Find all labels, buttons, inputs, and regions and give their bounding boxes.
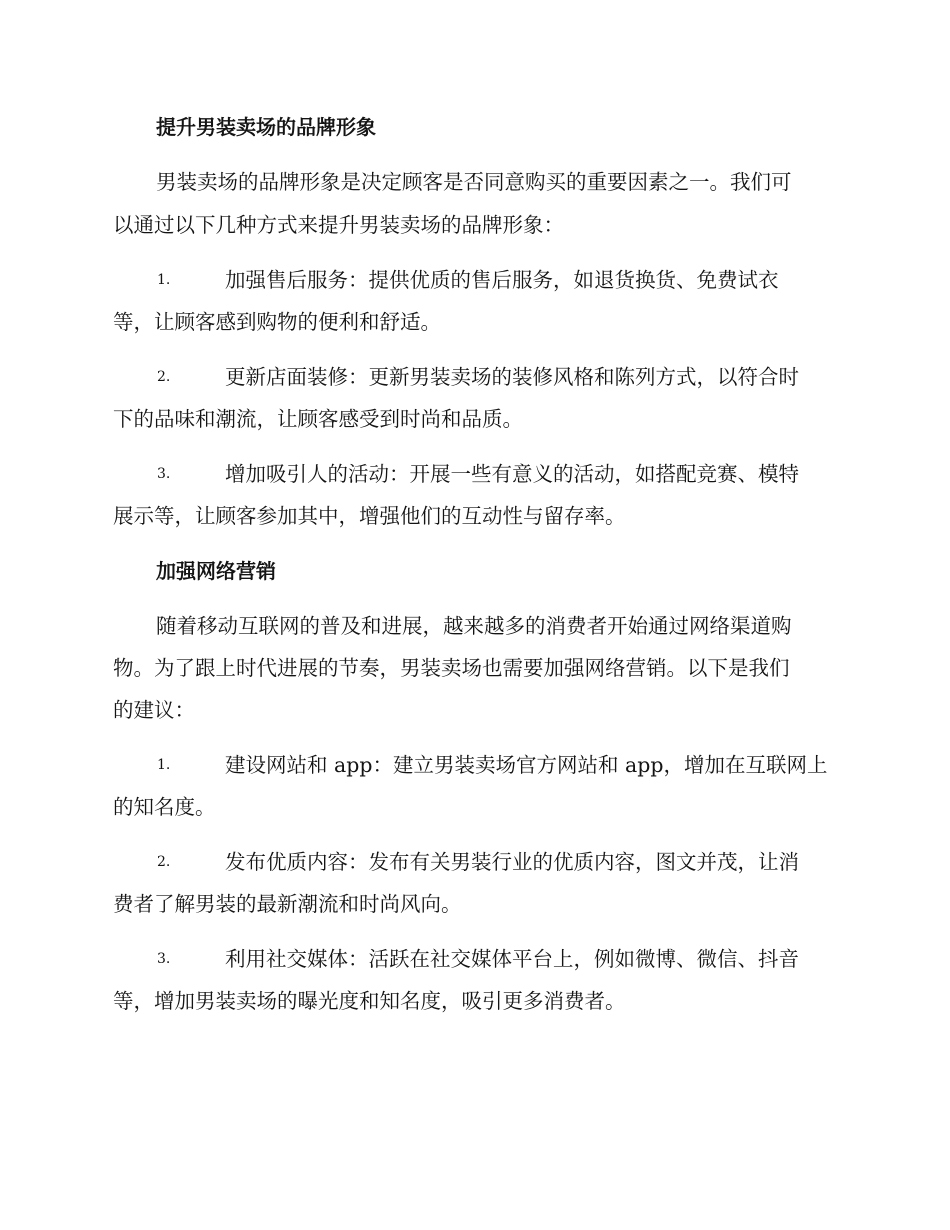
list-item-number: 1. <box>157 272 171 288</box>
paragraph-line: 以通过以下几种方式来提升男装卖场的品牌形象： <box>113 213 564 237</box>
list-item-text: 建设网站和 app：建立男装卖场官方网站和 app，增加在互联网上 <box>225 753 828 777</box>
list-item-continuation: 费者了解男装的最新潮流和时尚风向。 <box>113 892 462 916</box>
list-item-number: 2. <box>157 854 171 870</box>
list-item-continuation: 的知名度。 <box>113 795 216 819</box>
section-heading-online-marketing: 加强网络营销 <box>156 559 276 583</box>
list-item-number: 1. <box>157 757 171 773</box>
list-item-text: 增加吸引人的活动：开展一些有意义的活动，如搭配竞赛、模特 <box>225 462 799 486</box>
list-item-text: 加强售后服务：提供优质的售后服务，如退货换货、免费试衣 <box>225 268 779 292</box>
list-item-continuation: 等，增加男装卖场的曝光度和知名度，吸引更多消费者。 <box>113 989 626 1013</box>
list-item-continuation: 展示等，让顾客参加其中，增强他们的互动性与留存率。 <box>113 504 626 528</box>
list-item-number: 3. <box>157 951 171 967</box>
paragraph-line: 物。为了跟上时代进展的节奏，男装卖场也需要加强网络营销。以下是我们 <box>113 656 790 680</box>
list-item-number: 3. <box>157 466 171 482</box>
paragraph-line: 男装卖场的品牌形象是决定顾客是否同意购买的重要因素之一。我们可 <box>156 170 792 194</box>
list-item-continuation: 下的品味和潮流，让顾客感受到时尚和品质。 <box>113 407 523 431</box>
list-item-text: 利用社交媒体：活跃在社交媒体平台上，例如微博、微信、抖音 <box>225 947 799 971</box>
list-item-number: 2. <box>157 369 171 385</box>
paragraph-line: 的建议： <box>113 698 195 722</box>
section-heading-brand-image: 提升男装卖场的品牌形象 <box>156 115 376 139</box>
list-item-text: 更新店面装修：更新男装卖场的装修风格和陈列方式，以符合时 <box>225 365 799 389</box>
list-item-continuation: 等，让顾客感到购物的便利和舒适。 <box>113 310 441 334</box>
list-item-text: 发布优质内容：发布有关男装行业的优质内容，图文并茂，让消 <box>225 850 799 874</box>
paragraph-line: 随着移动互联网的普及和进展，越来越多的消费者开始通过网络渠道购 <box>156 614 792 638</box>
